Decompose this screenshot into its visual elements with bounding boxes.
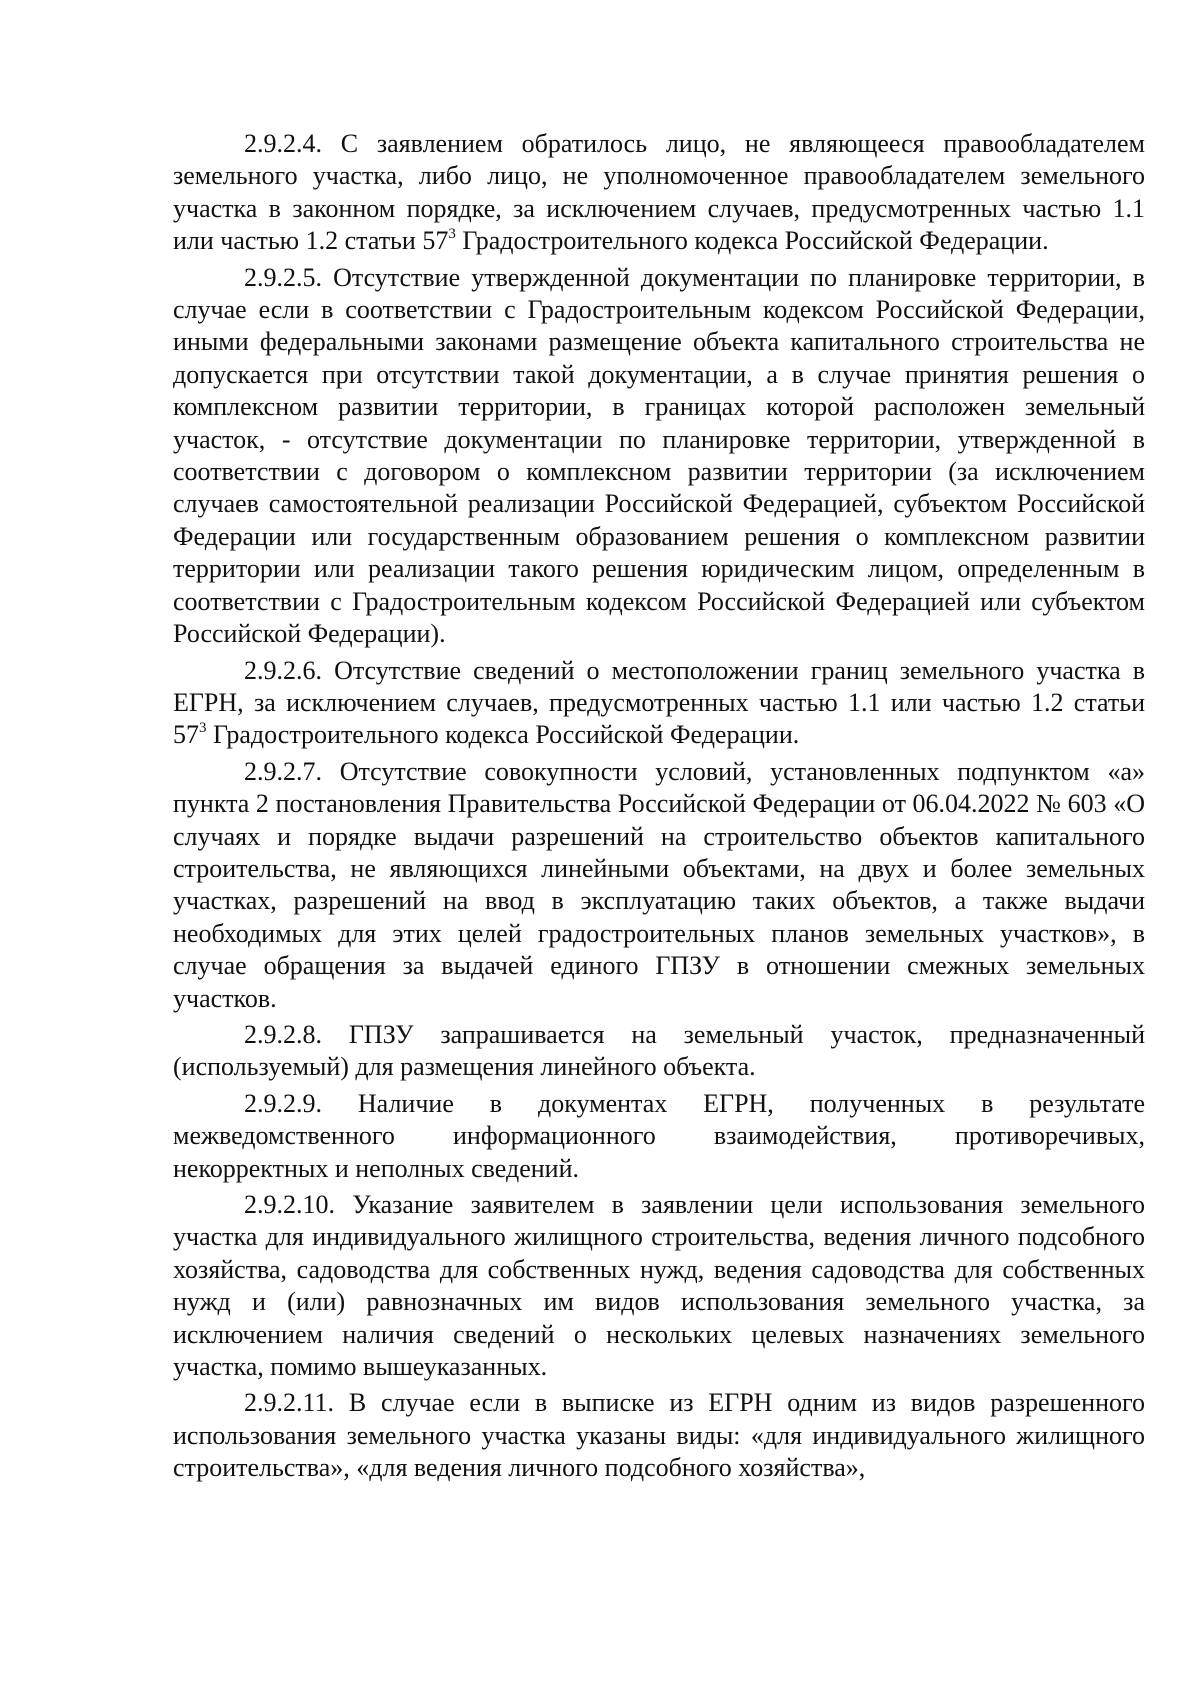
paragraph-2-9-2-5: 2.9.2.5. Отсутствие утвержденной документации по планировке территории, в случае если в соответствии с Градостроительным кодексом Российской Федерации, иными федеральными законами размещение объекта капитального строительства не допускается при отсутствии такой документации, а в случае принятия решения о комплексном развитии территории, в границах которой расположен земельный участок, - отсутствие документации по планировке территории, утвержденной в соответствии с договором о комплексном развитии территории (за исключением случаев самостоятельной реализации Российской Федерацией, субъектом Российской Федерации или государственным образованием решения о комплексном развитии территории или реализации такого решения юридическим лицом, определенным в соответствии с Градостроительным кодексом Российской Федерацией или субъектом Российской Федерации).: [173, 262, 1145, 649]
paragraph-text: 2.9.2.6. Отсутствие сведений о местоположении границ земельного участка в ЕГРН, за исключением случаев, предусмотренных частью 1.1 или частью 1.2 статьи 57: [173, 655, 1145, 750]
paragraph-2-9-2-7: 2.9.2.7. Отсутствие совокупности условий, установленных подпунктом «а» пункта 2 постановления Правительства Российской Федерации от 06.04.2022 № 603 «О случаях и порядке выдачи разрешений на строительство объектов капитального строительства, не являющихся линейными объектами, на двух и более земельных участках, разрешений на ввод в эксплуатацию таких объектов, а также выдачи необходимых для этих целей градостроительных планов земельных участков», в случае обращения за выдачей единого ГПЗУ в отношении смежных земельных участков.: [173, 756, 1145, 1013]
paragraph-2-9-2-10: 2.9.2.10. Указание заявителем в заявлении цели использования земельного участка для индивидуального жилищного строительства, ведения личного подсобного хозяйства, садоводства для собственных нужд, ведения садоводства для собственных нужд и (или) равнозначных им видов использования земельного участка, за исключением наличия сведений о нескольких целевых назначениях земельного участка, помимо вышеуказанных.: [173, 1190, 1145, 1382]
paragraph-2-9-2-4: [173, 128, 1145, 258]
paragraph-2-9-2-9: 2.9.2.9. Наличие в документах ЕГРН, полученных в результате межведомственного информационного взаимодействия, противоречивых, некорректных и неполных сведений.: [173, 1088, 1145, 1183]
paragraph-2-9-2-11: 2.9.2.11. В случае если в выписке из ЕГРН одним из видов разрешенного использования земельного участка указаны виды: «для индивидуального жилищного строительства», «для ведения личного подсобного хозяйства»,: [173, 1388, 1145, 1483]
superscript: 3: [448, 225, 456, 242]
superscript: 3: [199, 719, 207, 736]
paragraph-text: Градостроительного кодекса Российской Федерации.: [455, 226, 1049, 256]
paragraph-text: 2.9.2.4. С заявлением обратилось лицо, не являющееся правообладателем земельного участка, либо лицо, не уполномоченное правообладателем земельного участка в законном порядке, за исключением случаев, предусмотренных частью 1.1 или частью 1.2 статьи 57: [173, 129, 1145, 256]
paragraph-2-9-2-8: 2.9.2.8. ГПЗУ запрашивается на земельный участок, предназначенный (используемый) для размещения линейного объекта.: [173, 1019, 1145, 1082]
paragraph-text: Градостроительного кодекса Российской Федерации.: [206, 720, 800, 750]
paragraph-2-9-2-6: [173, 655, 1145, 752]
document-body: [173, 128, 1145, 1485]
